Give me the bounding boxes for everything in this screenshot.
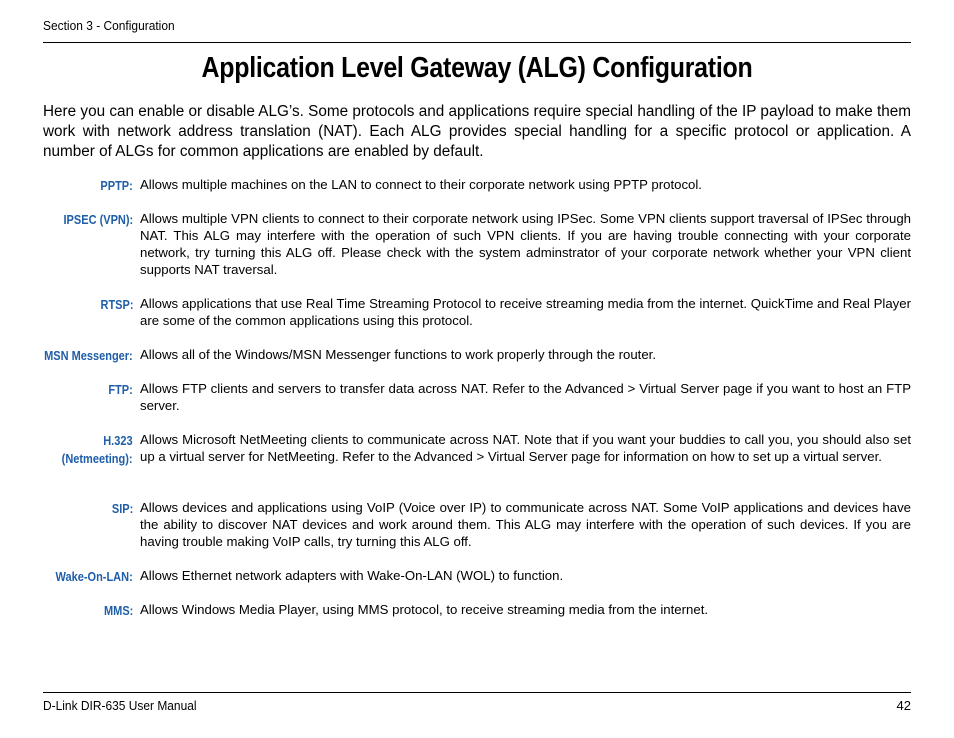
alg-description: Allows Ethernet network adapters with Wake-On-LAN (WOL) to function. [140,568,564,583]
alg-description: Allows devices and applications using VoIP (Voice over IP) to communicate across NAT. Some VoIP applications and devices have the ability to discover NAT devices and work around them. This ALG may interfere with the operation of such devices. If you are having trouble making VoIP calls, try turning this ALG off. [140,500,911,549]
alg-description: Allows Windows Media Player, using MMS protocol, to receive streaming media from the internet. [140,602,709,617]
alg-description: Allows FTP clients and servers to transfer data across NAT. Refer to the Advanced > Virtual Server page if you want to host an FTP server. [140,381,911,413]
intro-paragraph: Here you can enable or disable ALG’s. Some protocols and applications require special handling of the IP payload to make them work with network address translation (NAT). Each ALG provides special handling for a specific protocol or application. A number of ALGs for common applications are enabled by default. [43,103,911,160]
alg-term-line: (Netmeeting): [62,451,133,466]
alg-description: Allows all of the Windows/MSN Messenger functions to work properly through the router. [140,347,657,362]
alg-term: RTSP: [100,298,133,312]
header-rule [43,42,911,43]
section-header: Section 3 - Configuration [43,18,175,33]
alg-term: Wake-On-LAN: [55,570,133,584]
alg-description: Allows Microsoft NetMeeting clients to communicate across NAT. Note that if you want your buddies to call you, you should also set up a virtual server for NetMeeting. Refer to the Advanced > Virtual Server page for information on how to set up a virtual server. [140,432,911,464]
alg-description: Allows multiple machines on the LAN to connect to their corporate network using PPTP protocol. [140,177,702,192]
alg-term: SIP: [111,502,133,516]
page-title: Application Level Gateway (ALG) Configuration [201,52,753,84]
alg-term: FTP: [108,383,133,397]
footer-page-number: 42 [896,698,911,713]
alg-term: IPSEC (VPN): [63,213,133,227]
alg-term-line: H.323 [103,434,133,448]
alg-term [62,433,133,468]
alg-description: Allows multiple VPN clients to connect to their corporate network using IPSec. Some VPN clients support traversal of IPSec through NAT. This ALG may interfere with the operation of such VPN clients. If you are having trouble connecting with your corporate network, try turning this ALG off. Please check with the system adminstrator of your corporate network whether your VPN client supports NAT traversal. [140,211,911,277]
alg-description: Allows applications that use Real Time Streaming Protocol to receive streaming media from the internet. QuickTime and Real Player are some of the common applications using this protocol. [140,296,911,328]
footer-manual-title: D-Link DIR-635 User Manual [43,698,197,713]
alg-term: MMS: [103,604,133,618]
alg-term: MSN Messenger: [44,349,133,363]
footer-rule [43,692,911,693]
alg-term: PPTP: [100,179,133,193]
